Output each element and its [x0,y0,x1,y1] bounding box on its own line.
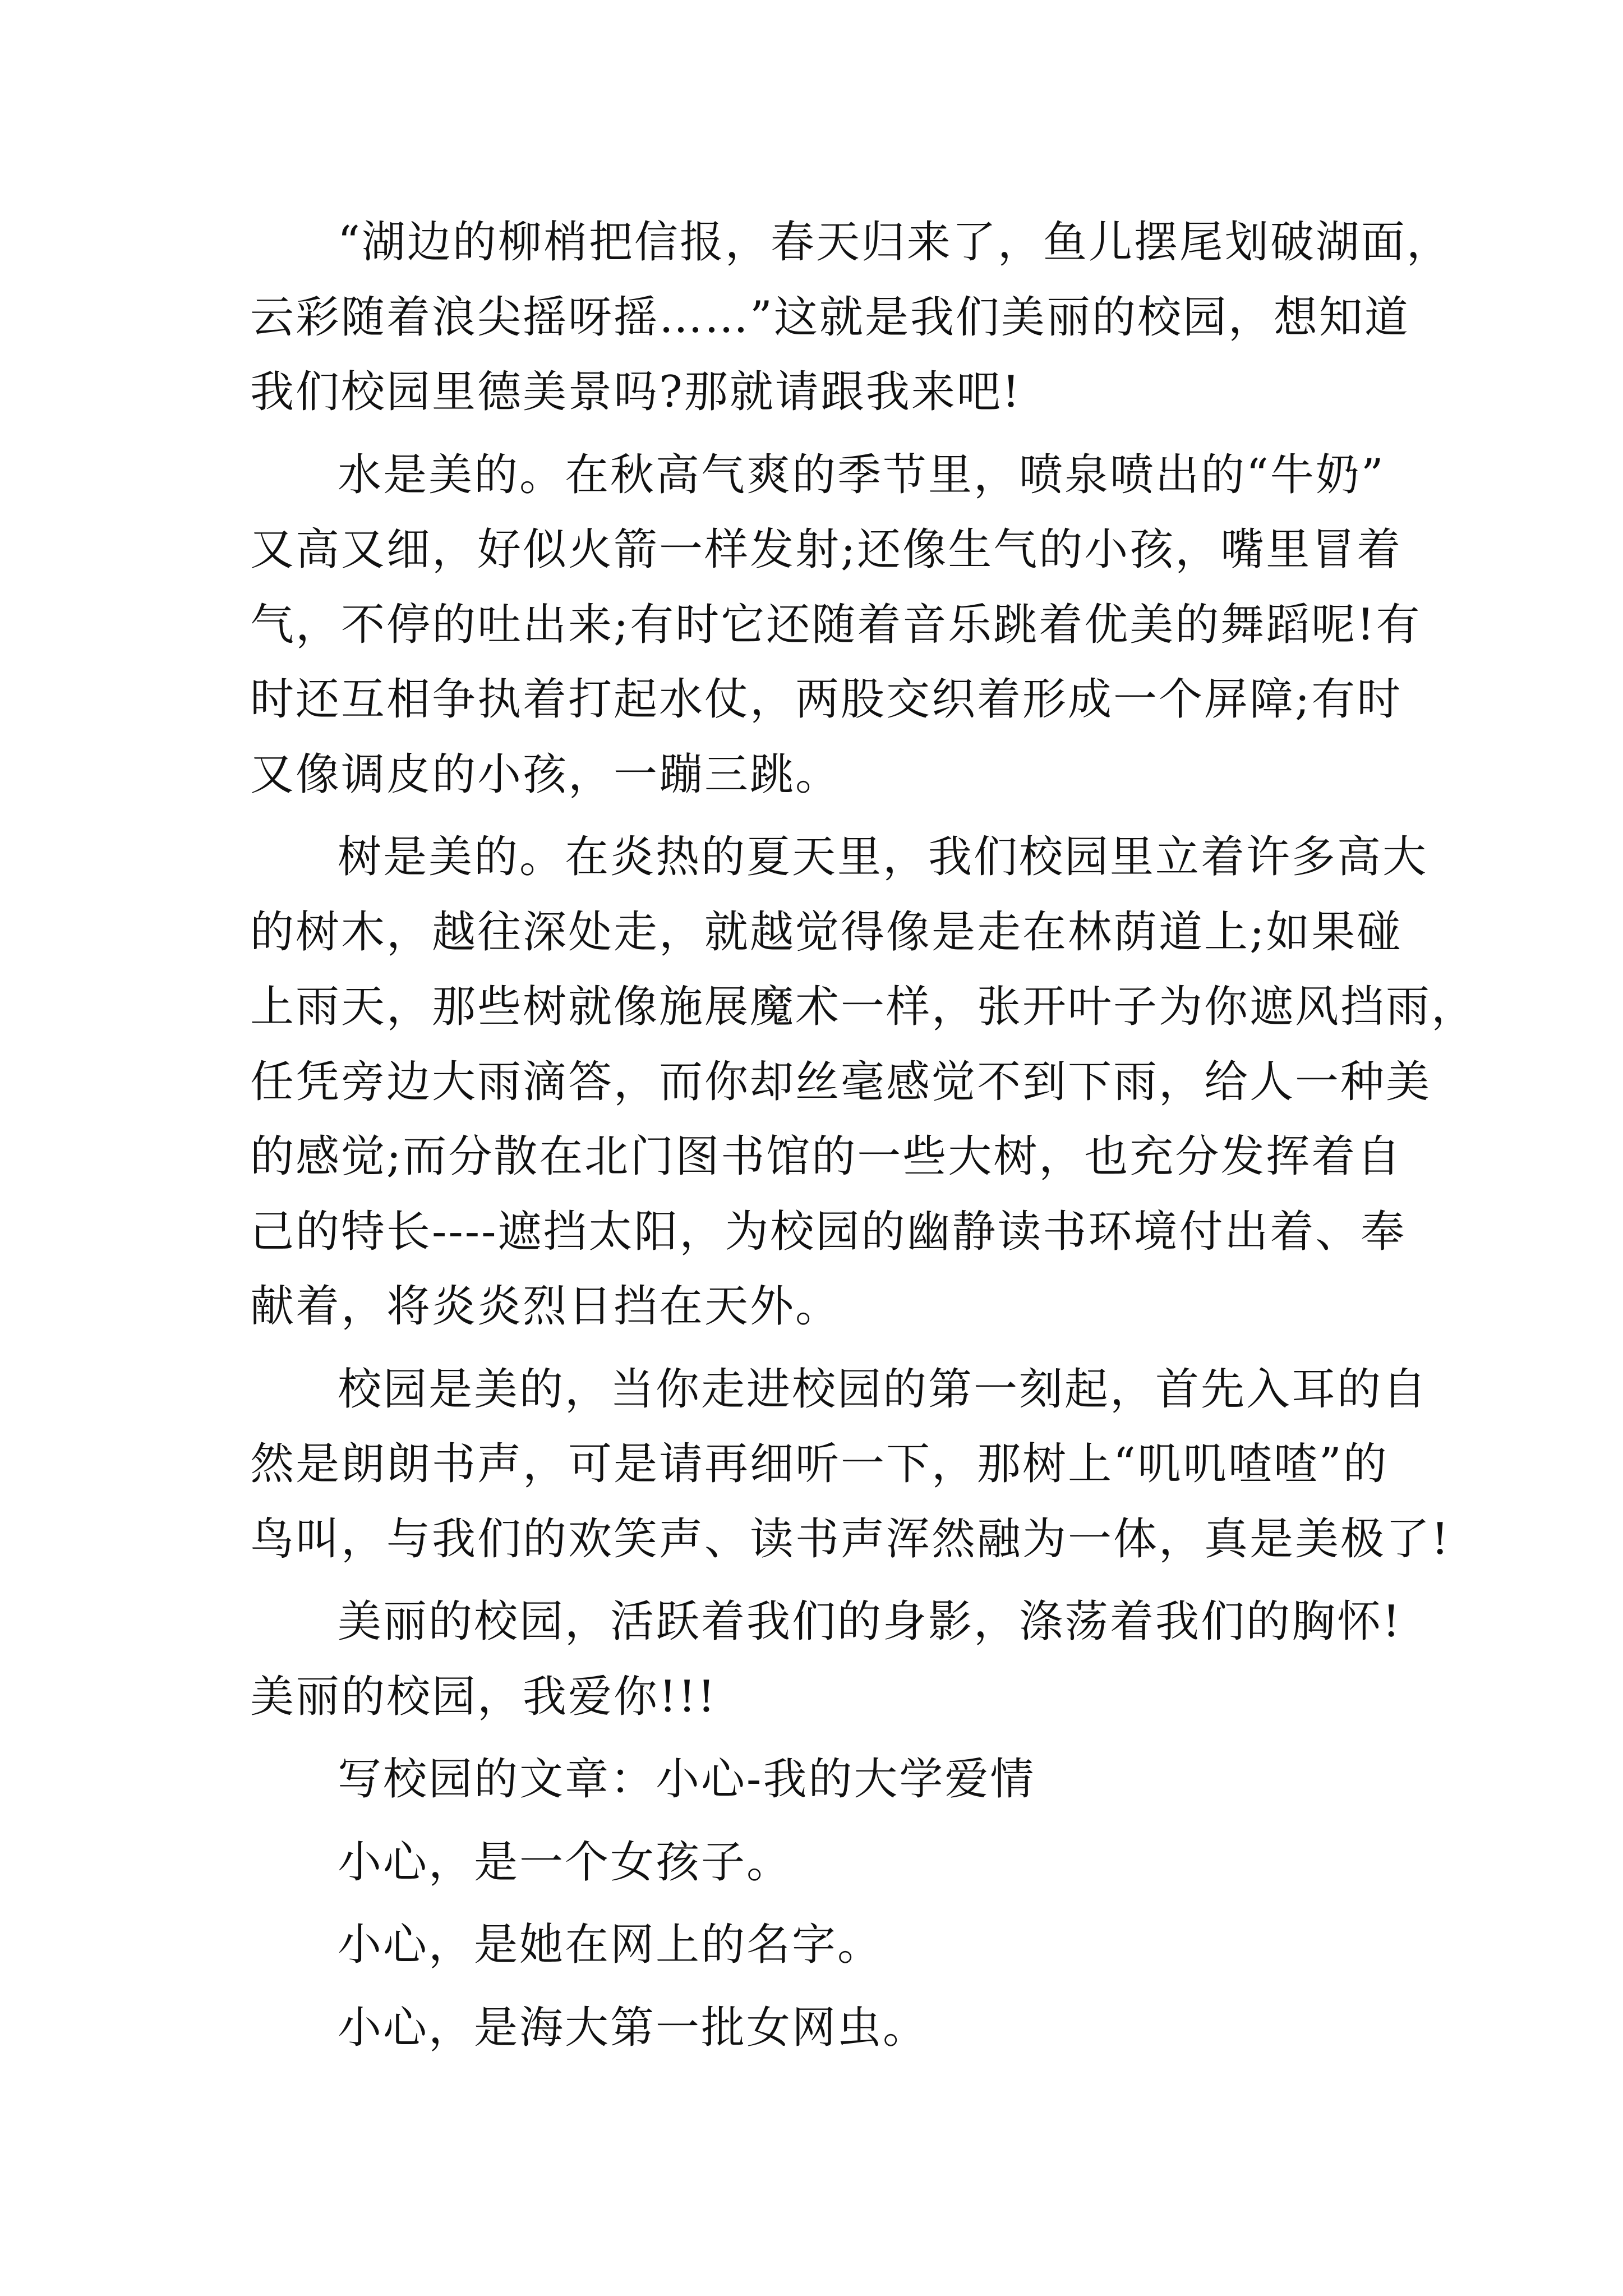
paragraph-line: “湖边的柳梢把信报，春天归来了，鱼儿摆尾划破湖面， [338,217,1452,268]
paragraph-short-3 [250,1991,1377,2066]
paragraph-line: 美丽的校园，活跃着我们的身影，涤荡着我们的胸怀! [338,1596,1402,1647]
paragraph-line: 鸟叫，与我们的欢笑声、读书声浑然融为一体，真是美极了! [250,1513,1451,1565]
paragraph-line: 又像调皮的小孩，一蹦三跳。 [250,749,841,800]
paragraph-line: 的感觉;而分散在北门图书馆的一些大树，也充分发挥着自 [250,1131,1403,1182]
paragraph-line: 然是朗朗书声，可是请再细听一下，那树上“叽叽喳喳”的 [250,1439,1389,1489]
paragraph-line: 时还互相争执着打起水仗，两股交织着形成一个屏障;有时 [250,674,1403,725]
paragraph-spacer [250,1983,1377,1991]
paragraph-short-1 [250,1825,1377,1901]
paragraph-campus [250,1352,1451,1577]
paragraph-line: 献着，将炎炎烈日挡在天外。 [250,1281,841,1332]
paragraph-spacer [250,812,1377,820]
paragraph-short-2 [250,1908,1377,1983]
paragraph-line: 小心，是海大第一批女网虫。 [338,2002,929,2053]
paragraph-intro [250,205,1452,430]
paragraph-spacer [250,1818,1377,1825]
paragraph-spacer [250,1900,1377,1908]
paragraph-closing [250,1585,1402,1734]
paragraph-line: 上雨天，那些树就像施展魔术一样，张开叶子为你遮风挡雨， [250,982,1477,1032]
paragraph-line: 己的特长----遮挡太阳，为校园的幽静读书环境付出着、奉 [250,1206,1407,1257]
paragraph-line: 我们校园里德美景吗?那就请跟我来吧! [250,367,1022,417]
paragraph-line: 写校园的文章：小心-我的大学爱情 [338,1754,1036,1805]
paragraph-trees [250,820,1477,1345]
paragraph-line: 小心，是她在网上的名字。 [338,1920,883,1970]
paragraph-line: 又高又细，好似火箭一样发射;还像生气的小孩，嘴里冒着 [250,524,1403,575]
paragraph-line: 小心，是一个女孩子。 [338,1837,792,1888]
paragraph-spacer [250,430,1377,438]
paragraph-line: 校园是美的，当你走进校园的第一刻起，首先入耳的自 [338,1364,1428,1415]
paragraph-line: 气，不停的吐出来;有时它还随着音乐跳着优美的舞蹈呢!有 [250,599,1422,650]
paragraph-spacer [250,1345,1377,1352]
paragraph-spacer [250,1577,1377,1585]
paragraph-line: 水是美的。在秋高气爽的季节里，喷泉喷出的“牛奶” [338,449,1385,500]
paragraph-line: 任凭旁边大雨滴答，而你却丝毫感觉不到下雨，给人一种美 [250,1056,1432,1107]
paragraph-line: 云彩随着浪尖摇呀摇……”这就是我们美丽的校园，想知道 [250,292,1410,343]
document-body [250,205,1477,2065]
paragraph-line: 美丽的校园，我爱你!!! [250,1671,717,1722]
paragraph-water [250,438,1422,813]
paragraph-line: 的树木，越往深处走，就越觉得像是走在林荫道上;如果碰 [250,907,1403,958]
section-heading [250,1742,1377,1818]
paragraph-line: 树是美的。在炎热的夏天里，我们校园里立着许多高大 [338,832,1428,882]
paragraph-spacer [250,1734,1377,1742]
